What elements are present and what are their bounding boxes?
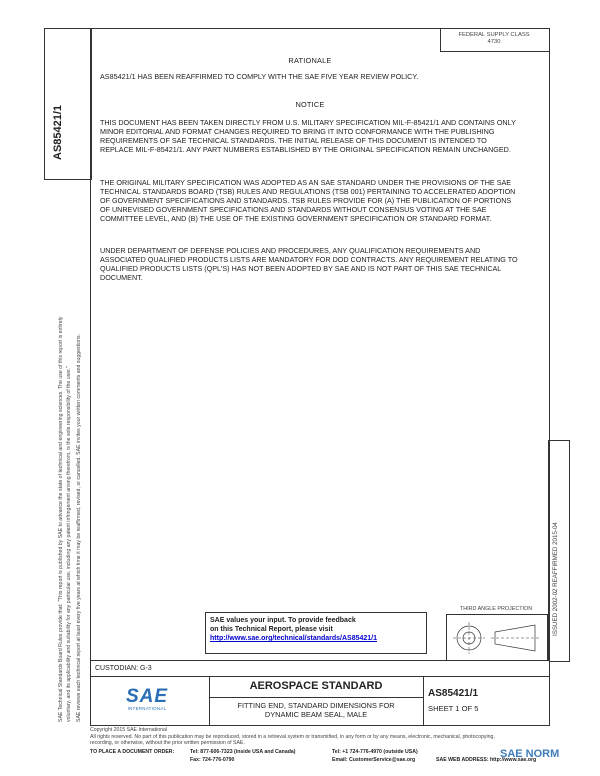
sae-norm-watermark: SAE NORM <box>500 748 560 760</box>
sae-logo-sub: INTERNATIONAL <box>127 706 167 711</box>
subtitle-line1: FITTING END, STANDARD DIMENSIONS FOR <box>237 701 395 710</box>
notice-paragraph-2: THE ORIGINAL MILITARY SPECIFICATION WAS ADOPTED AS AN SAE STANDARD UNDER THE PROVISIONS OF THE SAE TECHNICAL STANDARDS BOARD (TSB) RULES AND REGULATIONS (TSB 001) PERTAINING TO ACCELERATED ADOPTION OF GOVERNMENT SPECIFICATIONS AND STANDARDS. TSB RULES PROVIDE FOR (A) THE PUBLICATION OF PORTIONS OF UNREVISED GOVERNMENT SPECIFICATIONS AND STANDARDS WITHOUT CONSENSUS VOTING AT THE SAE COMMITTEE LEVEL, AND (B) THE USE OF THE EXISTING GOVERNMENT SPECIFICATION OR STANDARD FORMAT. <box>100 178 516 223</box>
footer-doc-number: AS85421/1 <box>428 688 479 699</box>
feedback-line1: SAE values your input. To provide feedback <box>210 617 356 624</box>
copyright-line1: Copyright 2015 SAE International <box>90 727 167 733</box>
copyright-block <box>90 727 548 747</box>
document-subtitle <box>210 701 422 719</box>
sae-logo-text: SAE <box>126 686 169 707</box>
federal-class-line1: FEDERAL SUPPLY CLASS <box>458 32 530 38</box>
notice-title: NOTICE <box>295 100 325 109</box>
side-disclaimer-line3: SAE reviews each technical report at least every five years at which time it may be reaffirmed, revised, or cancelled. SAE invites your written comments and suggestions. <box>76 334 82 722</box>
order-web: SAE WEB ADDRESS: http://www.sae.org <box>436 757 537 763</box>
rationale-title: RATIONALE <box>288 56 332 65</box>
order-tel: Tel: 877-606-7323 (inside USA and Canada) <box>190 749 296 755</box>
subtitle-line2: DYNAMIC BEAM SEAL, MALE <box>264 710 368 719</box>
projection-box <box>446 614 548 662</box>
copyright-line3: recording, or otherwise, without the prior written permission of SAE. <box>90 740 245 746</box>
order-email: Email: CustomerService@sae.org <box>332 757 416 763</box>
rationale-text: AS85421/1 HAS BEEN REAFFIRMED TO COMPLY WITH THE SAE FIVE YEAR REVIEW POLICY. <box>100 72 419 81</box>
order-label: TO PLACE A DOCUMENT ORDER: <box>90 749 175 755</box>
sae-logo <box>126 688 168 714</box>
feedback-box <box>205 612 427 654</box>
side-disclaimer-line2: voluntary, and its applicability and suitability for any particular use, including any patent infringement arising therefrom, is the sole responsibility of the user." <box>66 366 72 722</box>
third-angle-projection-icon <box>447 615 547 661</box>
standard-title: AEROSPACE STANDARD <box>249 680 383 692</box>
order-fax: Fax: 724-776-0790 <box>190 757 235 763</box>
copyright-line2: All rights reserved. No part of this publication may be reproduced, stored in a retrieval system or transmitted, in any form or by any means, electronic, mechanical, photocopying, <box>90 733 495 740</box>
side-doc-number: AS85421/1 <box>52 104 64 160</box>
order-tel2: Tel: +1 724-776-4970 (outside USA) <box>332 749 418 755</box>
feedback-link[interactable]: http://www.sae.org/technical/standards/AS85421/1 <box>210 635 378 642</box>
federal-class-label <box>442 32 546 46</box>
title-divider-2 <box>423 677 424 725</box>
sheet-number: SHEET 1 OF 5 <box>428 704 479 713</box>
custodian-text: CUSTODIAN: G-3 <box>95 665 152 672</box>
title-divider-h <box>209 697 423 698</box>
side-disclaimer-line1: SAE Technical Standards Board Rules provide that: "This report is published by SAE to advance the state of technical and engineering sciences. The use of this report is entirely <box>58 316 64 722</box>
notice-paragraph-1: THIS DOCUMENT HAS BEEN TAKEN DIRECTLY FROM U.S. MILITARY SPECIFICATION MIL-F-85421/1 AND CONTAINS ONLY MINOR EDITORIAL AND FORMAT CHANGES REQUIRED TO BRING IT INTO CONFORMANCE WITH THE PUBLISHING REQUIREMENTS OF SAE TECHNICAL STANDARDS. THE INITIAL RELEASE OF THIS DOCUMENT IS INTENDED TO REPLACE MIL-F-85421/1. ANY PART NUMBERS ESTABLISHED BY THE ORIGINAL SPECIFICATION REMAIN UNCHANGED. <box>100 118 516 154</box>
projection-label: THIRD ANGLE PROJECTION <box>459 606 533 612</box>
notice-paragraph-3: UNDER DEPARTMENT OF DEFENSE POLICIES AND PROCEDURES, ANY QUALIFICATION REQUIREMENTS AND ASSOCIATED QUALIFIED PRODUCTS LISTS ARE MANDATORY FOR DOD CONTRACTS. ANY REQUIREMENT RELATING TO QUALIFIED PRODUCTS LISTS (QPL'S) HAS NOT BEEN ADOPTED BY SAE AND IS NOT PART OF THIS SAE TECHNICAL DOCUMENT. <box>100 246 518 282</box>
federal-class-line2: 4730 <box>487 39 501 45</box>
feedback-line2: on this Technical Report, please visit <box>210 626 333 633</box>
issue-dates: ISSUED 2002-02 REAFFIRMED 2015-04 <box>552 522 559 636</box>
